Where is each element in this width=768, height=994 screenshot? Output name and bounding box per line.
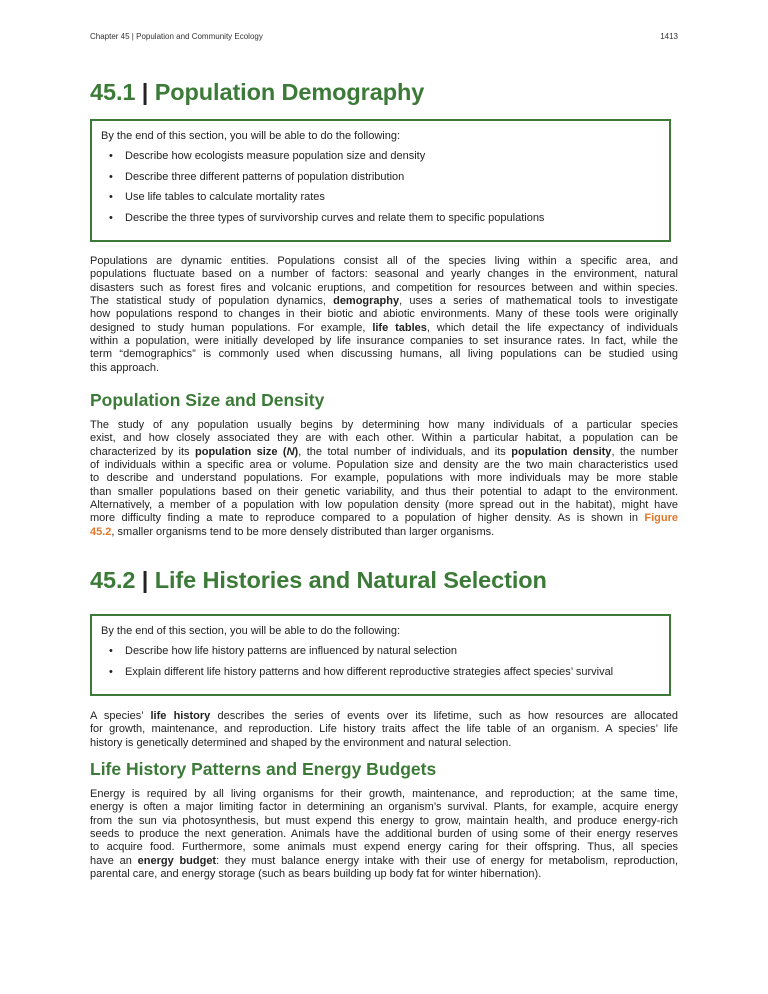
text-line: Populations are dynamic entities. Populations consist all of the species living within a specific area, and [90, 255, 678, 267]
text-line: of individuals within a specific area or volume. Population size and density are the two main characteristics used [90, 459, 678, 472]
text-line: The study of any population usually begins by determining how many individuals of a particular species [90, 419, 678, 431]
text-line: to describe and understand populations. For example, populations with more individuals may be more stable [90, 472, 678, 485]
objectives-list [101, 644, 659, 679]
text-line: A species’ life history describes the series of events over its lifetime, such as how resources are allocated [90, 710, 679, 722]
learning-objectives-box-2 [90, 614, 671, 696]
objectives-list [101, 149, 659, 225]
objective-item [101, 644, 659, 658]
text-line: 45.2, smaller organisms tend to be more densely distributed than larger organisms. [90, 525, 495, 538]
text-line: have an energy budget: they must balance energy intake with their use of energy for metabolism, reproduction, [90, 854, 679, 867]
figure-link-number[interactable]: 45.2 [90, 525, 112, 538]
page-number: 1413 [660, 32, 678, 41]
section-title-text: Life Histories and Natural Selection [154, 567, 547, 593]
objective-text: Explain different life history patterns and how different reproductive strategies affect species’ survival [125, 665, 614, 678]
bullet-icon: • [109, 645, 113, 657]
section-title-45-1 [90, 79, 424, 106]
objective-text: Use life tables to calculate mortality rates [125, 191, 325, 203]
text-line: disasters such as forest fires and volcanic eruptions, and competition for resources between and within species. [90, 281, 678, 294]
section-title-text: Population Demography [154, 79, 425, 105]
body-paragraph [90, 255, 678, 375]
text-line: The statistical study of population dynamics, demography, uses a series of mathematical tools to investigate [90, 295, 678, 308]
key-term-population-size: population size (N) [195, 445, 299, 458]
text-line: parental care, and energy storage (such as bears building up body fat for winter hibernation). [90, 868, 542, 881]
objective-item [101, 190, 659, 204]
subheading-population-size: Population Size and Density [90, 390, 325, 410]
objective-text: Describe how life history patterns are influenced by natural selection [125, 645, 458, 657]
text-line: within a population, were initially developed by life insurance companies to set insurance rates. In fact, while the [90, 335, 678, 348]
bullet-icon: • [109, 665, 113, 678]
text-line: term “demographics” is commonly used when discussing humans, all living populations can be studied using [90, 348, 678, 361]
text-line: to acquire food. Furthermore, some animals must expend energy caring for their offspring. Thus, all species [90, 841, 678, 854]
objective-text: Describe three different patterns of population distribution [125, 170, 405, 183]
text-line: seeds to produce the next generation. Animals have the additional burden of using some of their energy reserves [90, 828, 678, 841]
body-paragraph [90, 710, 678, 750]
objectives-intro: By the end of this section, you will be able to do the following: [101, 130, 401, 142]
section-number: 45.1 [90, 79, 136, 105]
learning-objectives-box-1 [90, 119, 671, 242]
body-paragraph [90, 419, 678, 539]
text-line: populations fluctuate based on a number of factors: seasonal and yearly changes in the environment, natural [90, 268, 678, 281]
key-term-population-density: population density [511, 445, 612, 458]
text-line: designed to study human populations. For example, life tables, which detail the life expectancy of individuals [90, 321, 678, 334]
body-paragraph [90, 788, 678, 881]
key-term-life-tables: life tables [372, 321, 427, 334]
text-line: for growth, maintenance, and reproduction. Life history traits affect the life table of an organism. A species’ life [90, 723, 678, 736]
figure-link[interactable]: Figure [644, 512, 678, 525]
section-separator: | [141, 79, 149, 105]
text-line: energy is often a major limiting factor in determining an organism’s survival. Plants, for example, acquire energy [90, 801, 678, 814]
text-line: how populations respond to changes in their biotic and abiotic environments. Many of these tools were originally [90, 308, 678, 321]
key-term-energy-budget: energy budget [137, 854, 217, 867]
text-line: than smaller populations based on their genetic variability, and thus their potential to adapt to the environment. [90, 485, 678, 498]
objective-text: Describe the three types of survivorship curves and relate them to specific populations [125, 211, 545, 224]
bullet-icon: • [109, 170, 113, 183]
objective-item [101, 149, 659, 163]
text-line: more difficulty finding a mate to reproduce compared to a population of higher density. As is shown in Figure [90, 512, 678, 525]
page-header [90, 32, 678, 41]
objectives-intro: By the end of this section, you will be able to do the following: [101, 625, 401, 637]
bullet-icon: • [109, 150, 113, 162]
objective-item [101, 665, 659, 679]
bullet-icon: • [109, 211, 113, 224]
text-line: history is genetically determined and shaped by the environment and natural selection. [90, 736, 512, 749]
objective-text: Describe how ecologists measure population size and density [125, 150, 426, 162]
section-number: 45.2 [90, 567, 136, 593]
text-line: exist, and how closely associated they are with each other. Within a particular habitat, a population can be [90, 432, 678, 445]
text-line: Alternatively, a member of a population with low population density (more spread out in the habitat), might have [90, 499, 678, 512]
bullet-icon: • [109, 191, 113, 203]
section-separator: | [141, 567, 149, 593]
text-line: Energy is required by all living organisms for their growth, maintenance, and reproduction; at the same time, [90, 788, 678, 800]
key-term-demography: demography [333, 295, 400, 308]
chapter-title: Chapter 45 | Population and Community Ecology [90, 32, 263, 41]
text-line: characterized by its population size (N), the total number of individuals, and its population density, the number [90, 445, 678, 458]
objective-item [101, 211, 659, 225]
section-title-45-2 [90, 567, 547, 594]
objective-item [101, 170, 659, 184]
subheading-life-history-patterns: Life History Patterns and Energy Budgets [90, 759, 437, 779]
key-term-life-history: life history [150, 710, 211, 722]
text-line: this approach. [90, 361, 160, 374]
text-line: from the sun via photosynthesis, but must expend this energy to grow, maintain health, and produce energy-rich [90, 814, 678, 827]
